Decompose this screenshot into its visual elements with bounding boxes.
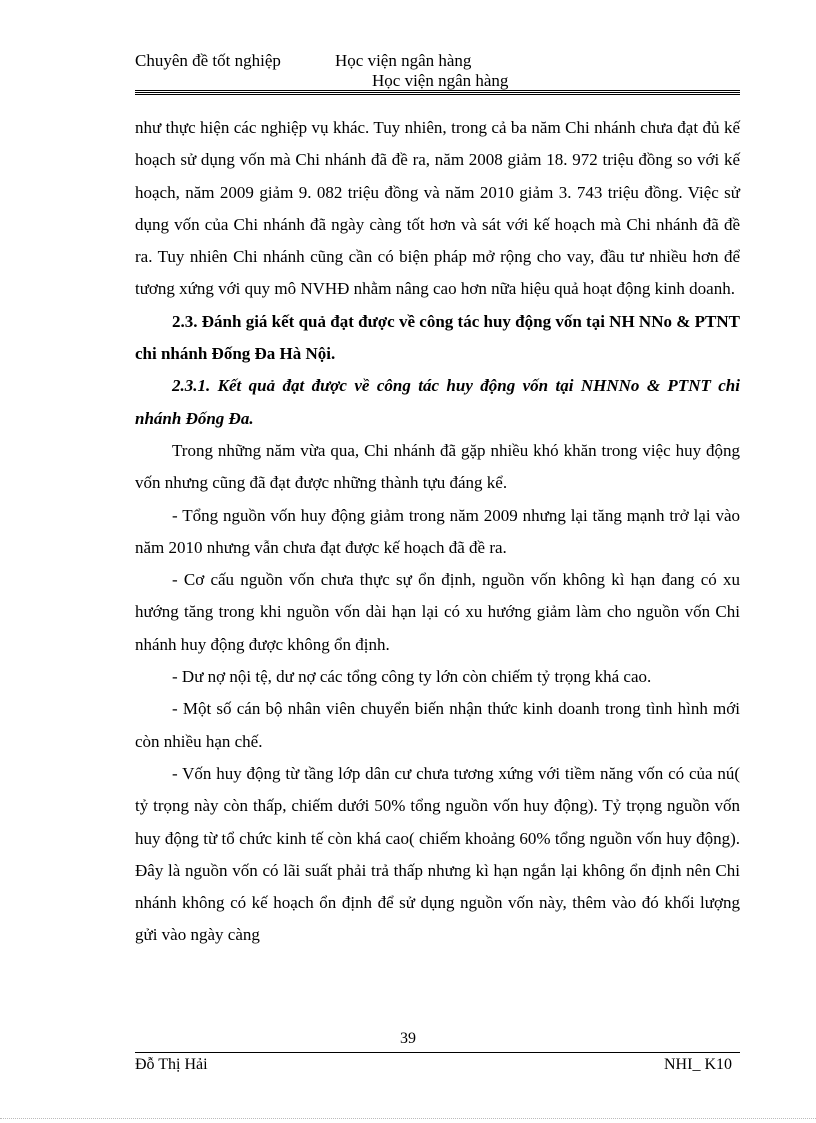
page-number: 39 — [400, 1030, 416, 1047]
paragraph-continuation: như thực hiện các nghiệp vụ khác. Tuy nhiên, trong cả ba năm Chi nhánh chưa đạt đủ kế hoạch sử dụng vốn mà Chi nhánh đã đề ra, năm 2008 giảm 18. 972 triệu đồng so với kế hoạch, năm 2009 giảm 9. 082 triệu đồng và năm 2010 giảm 3. 743 triệu đồng. Việc sử dụng vốn của Chi nhánh đã ngày càng tốt hơn và sát với kế hoạch mà Chi nhánh đã đề ra. Tuy nhiên Chi nhánh cũng cần có biện pháp mở rộng cho vay, đầu tư nhiều hơn để tương xứng với quy mô NVHĐ nhằm nâng cao hơn nữa hiệu quả hoạt động kinh doanh. — [135, 118, 740, 299]
header-rule-lower — [135, 94, 740, 95]
header-institution: Học viện ngân hàng — [335, 51, 472, 70]
header-institution-repeat: Học viện ngân hàng — [372, 71, 509, 90]
footer-rule — [135, 1052, 740, 1053]
bullet-resident-deposits: - Vốn huy động từ tầng lớp dân cư chưa tương xứng với tiềm năng vốn có của nú( tỷ trọng này còn thấp, chiếm dưới 50% tổng nguồn vốn huy động). Tỷ trọng nguồn vốn huy động từ tổ chức kinh tế còn khá cao( chiếm khoảng 60% tổng nguồn vốn huy động). Đây là nguồn vốn có lãi suất phải trả thấp nhưng kì hạn ngắn lại không ổn định nên Chi nhánh không có kế hoạch ổn định để sử dụng nguồn vốn này, thêm vào đó khối lượng gửi vào ngày càng — [135, 763, 740, 945]
bullet-total-capital: - Tổng nguồn vốn huy động giảm trong năm 2009 nhưng lại tăng mạnh trở lại vào năm 2010 nhưng vẫn chưa đạt được kế hoạch đã đề ra. — [135, 505, 740, 557]
bullet-capital-structure: - Cơ cấu nguồn vốn chưa thực sự ổn định, nguồn vốn không kì hạn đang có xu hướng tăng trong khi nguồn vốn dài hạn lại có xu hướng giảm làm cho nguồn vốn Chi nhánh huy động được không ổn định. — [135, 570, 740, 654]
header-double-rule — [135, 90, 740, 93]
subsection-heading-2-3-1: 2.3.1. Kết quả đạt được về công tác huy động vốn tại NHNNo & PTNT chi nhánh Đống Đa. — [135, 376, 740, 428]
page-body — [135, 112, 740, 952]
page-edge-divider — [0, 1118, 816, 1119]
bullet-staff-awareness: - Một số cán bộ nhân viên chuyển biến nhận thức kinh doanh trong tình hình mới còn nhiều hạn chế. — [135, 699, 740, 751]
footer-class: NHI_ K10 — [664, 1056, 732, 1073]
header-document-type: Chuyên đề tốt nghiệp — [135, 51, 281, 70]
footer-author: Đỗ Thị Hải — [135, 1056, 208, 1073]
section-heading-2-3: 2.3. Đánh giá kết quả đạt được về công tác huy động vốn tại NH NNo & PTNT chi nhánh Đống Đa Hà Nội. — [135, 311, 740, 364]
bullet-outstanding-loans: - Dư nợ nội tệ, dư nợ các tổng công ty lớn còn chiếm tỷ trọng khá cao. — [172, 667, 652, 687]
paragraph-intro: Trong những năm vừa qua, Chi nhánh đã gặp nhiều khó khăn trong việc huy động vốn nhưng cũng đã đạt được những thành tựu đáng kể. — [135, 440, 740, 493]
